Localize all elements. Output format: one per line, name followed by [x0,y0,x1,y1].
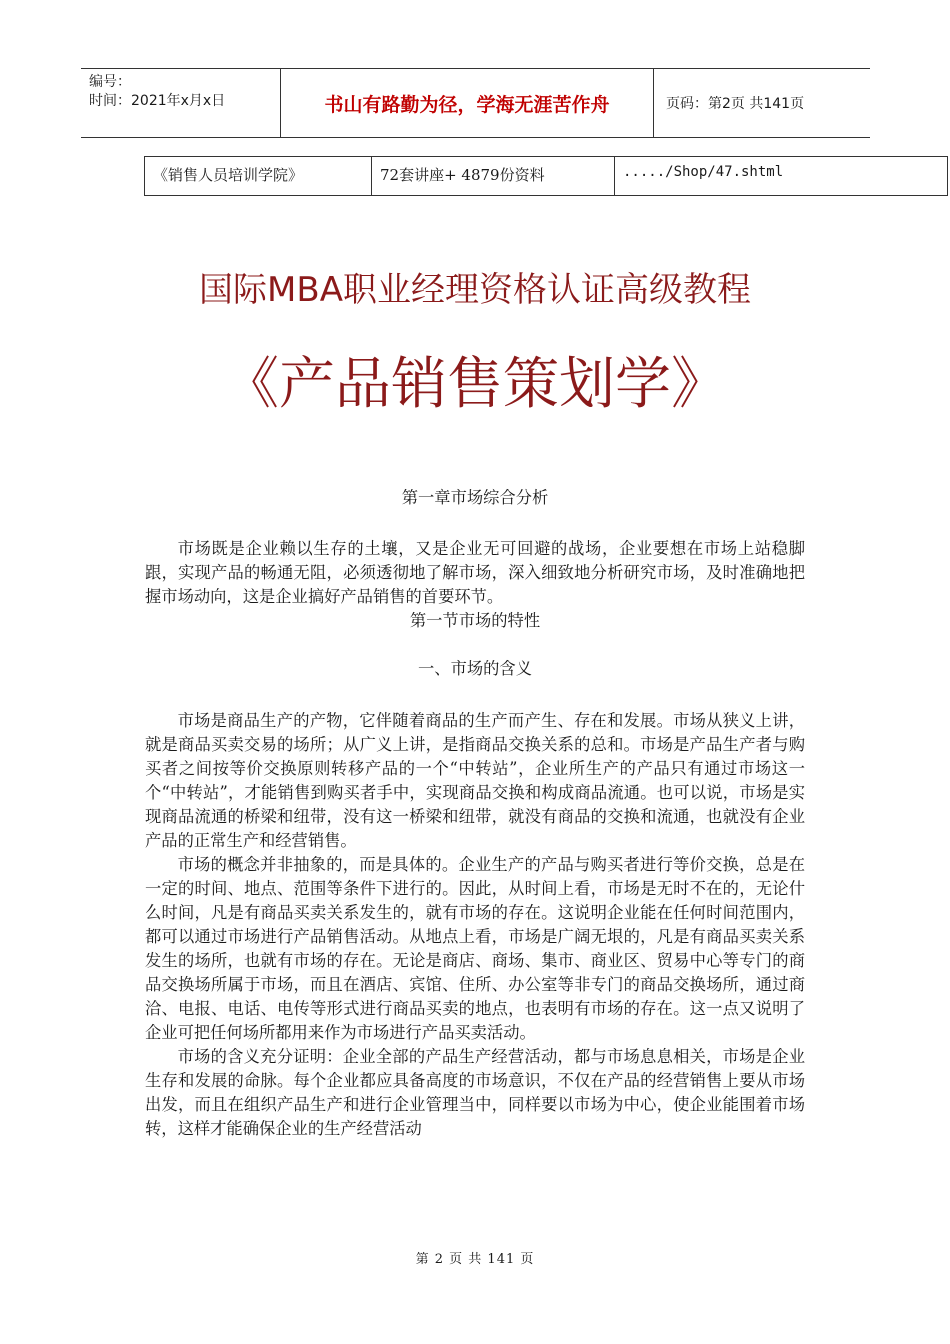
document-date: 时间：2021年x月x日 [89,93,226,109]
course-title: 国际MBA职业经理资格认证高级教程 [199,270,751,310]
intro-paragraph: 市场既是企业赖以生存的土壤，又是企业无可回避的战场，企业要想在市场上站稳脚跟，实现产品的畅通无阻，必须透彻地了解市场，深入细致地分析研究市场，及时准确地把握市场动向，这是企业搞好产品销售的首要环节。 [145,539,805,606]
header-page-info: 页码：第2页 共141页 [666,96,805,112]
document-body [145,486,805,1141]
header-meta [81,69,281,137]
subsection-heading: 一、市场的含义 [418,659,532,678]
header-motto: 书山有路勤为径，学海无涯苦作舟 [281,69,654,137]
document-header [81,68,870,138]
section-heading: 第一节市场的特性 [409,611,541,630]
source-name: 《销售人员培训学院》 [145,157,372,195]
source-resources: 72套讲座+ 4879份资料 [372,157,615,195]
document-number: 编号： [89,74,131,90]
body-paragraph: 市场是商品生产的产物，它伴随着商品的生产而产生、存在和发展。市场从狭义上讲，就是商品买卖交易的场所；从广义上讲，是指商品交换关系的总和。市场是产品生产者与购买者之间按等价交换原则转移产品的一个“中转站”，企业所生产的产品只有通过市场这一个“中转站”，才能销售到购买者手中，实现商品交换和构成商品流通。也可以说，市场是实现商品流通的桥梁和纽带，没有这一桥梁和纽带，就没有商品的交换和流通，也就没有企业产品的正常生产和经营销售。 [145,711,805,850]
book-title: 《产品销售策划学》 [223,352,727,417]
page-footer: 第 2 页 共 141 页 [415,1252,535,1267]
body-paragraph: 市场的概念并非抽象的，而是具体的。企业生产的产品与购买者进行等价交换，总是在一定的时间、地点、范围等条件下进行的。因此，从时间上看，市场是无时不在的，无论什么时间，凡是有商品买卖关系发生的，就有市场的存在。这说明企业能在任何时间范围内，都可以通过市场进行产品销售活动。从地点上看，市场是广阔无垠的，凡是有商品买卖关系发生的场所，也就有市场的存在。无论是商店、商场、集市、商业区、贸易中心等专门的商品交换场所属于市场，而且在酒店、宾馆、住所、办公室等非专门的商品交换场所，通过商洽、电报、电话、电传等形式进行商品买卖的地点，也表明有市场的存在。这一点又说明了企业可把任何场所都用来作为市场进行产品买卖活动。 [145,855,805,1042]
body-paragraph: 市场的含义充分证明：企业全部的产品生产经营活动，都与市场息息相关，市场是企业生存和发展的命脉。每个企业都应具备高度的市场意识，不仅在产品的经营销售上要从市场出发，而且在组织产品生产和进行企业管理当中，同样要以市场为中心，使企业能围着市场转，这样才能确保企业的生产经营活动 [145,1047,805,1138]
source-url: ...../Shop/47.shtml [623,164,784,180]
source-banner [144,156,948,196]
chapter-heading: 第一章市场综合分析 [401,488,549,507]
